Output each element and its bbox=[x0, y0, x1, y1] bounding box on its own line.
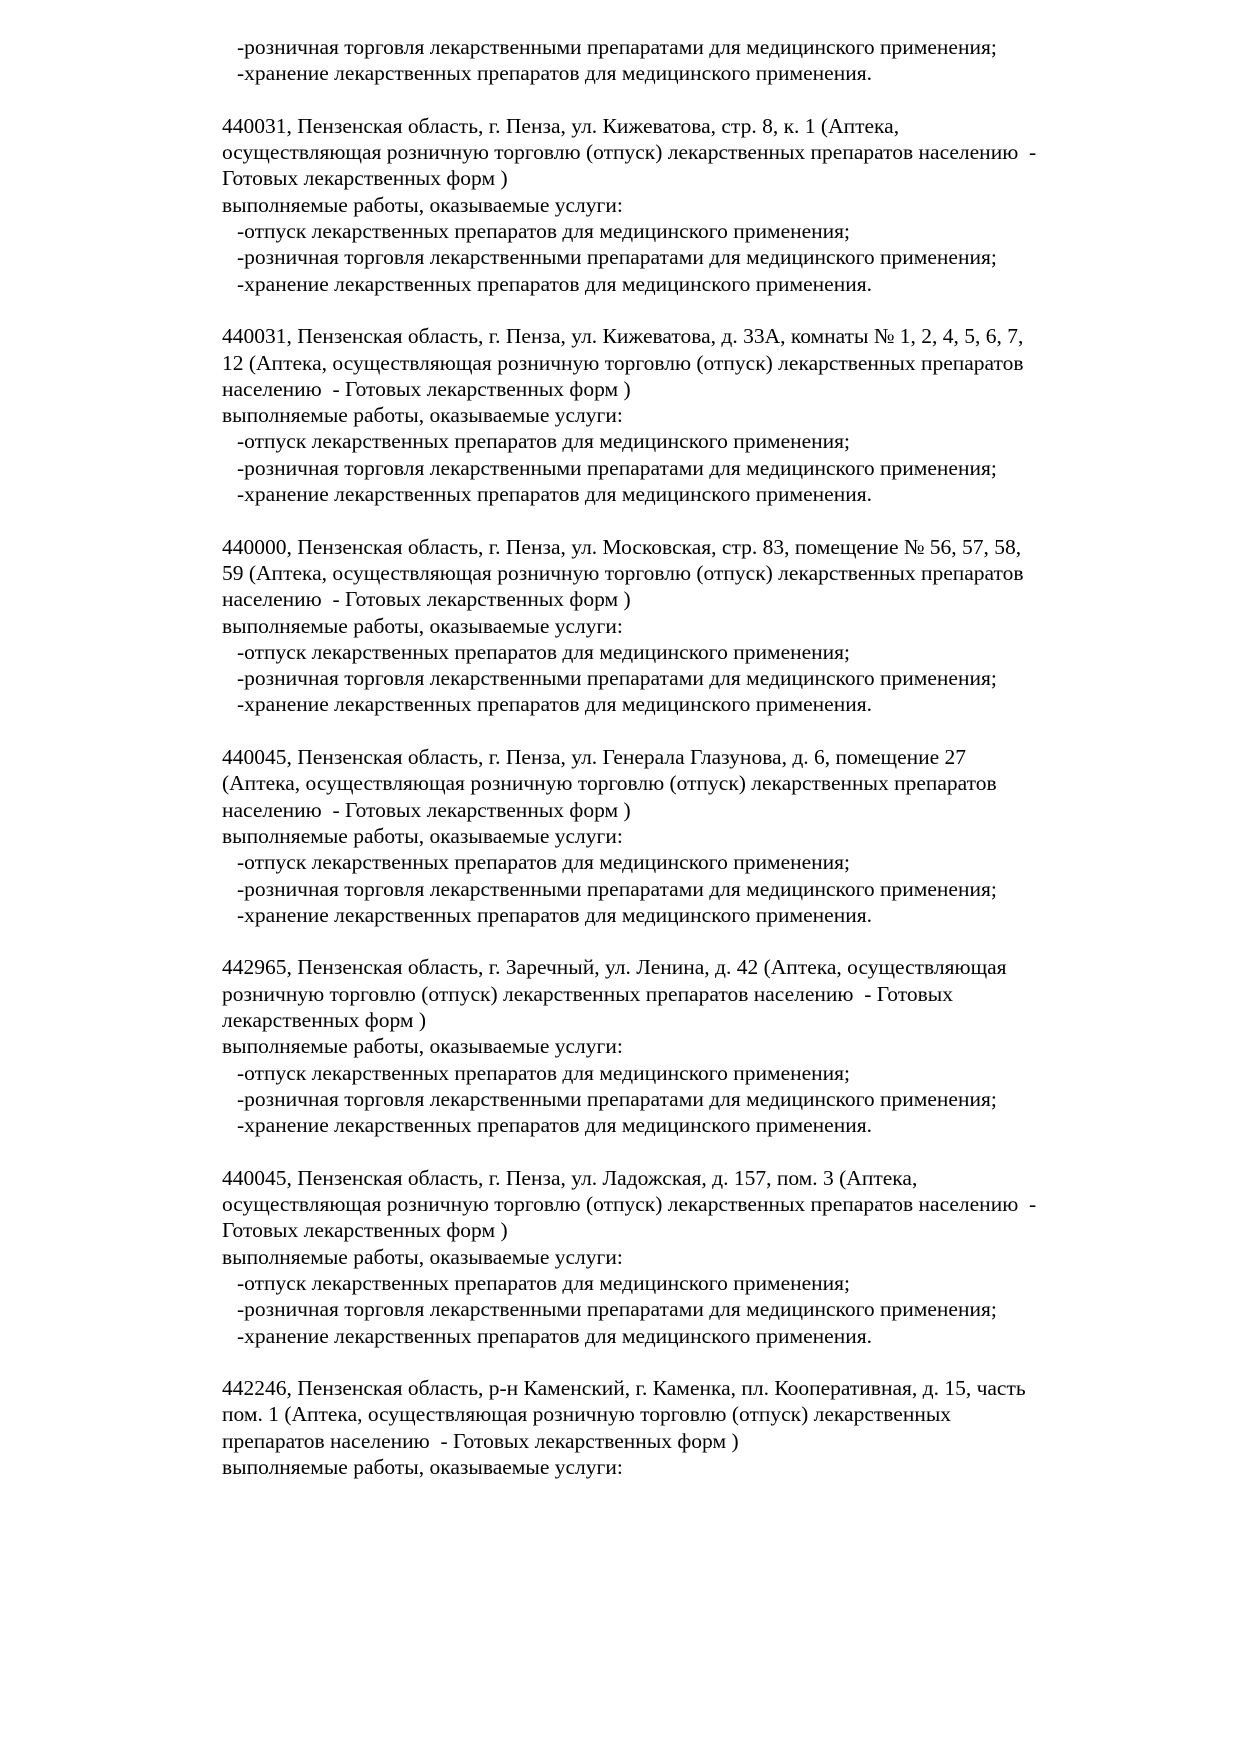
service-item: -хранение лекарственных препаратов для медицинского применения. bbox=[237, 692, 872, 717]
service-item: -хранение лекарственных препаратов для медицинского применения. bbox=[237, 902, 872, 927]
address-line: населению - Готовых лекарственных форм ) bbox=[222, 797, 631, 822]
address-line: 59 (Аптека, осуществляющая розничную торговлю (отпуск) лекарственных препаратов bbox=[222, 560, 1024, 585]
address-line: пом. 1 (Аптека, осуществляющая розничную торговлю (отпуск) лекарственных bbox=[222, 1402, 952, 1427]
address-line: 12 (Аптека, осуществляющая розничную торговлю (отпуск) лекарственных препаратов bbox=[222, 350, 1024, 375]
address-line: осуществляющая розничную торговлю (отпуск) лекарственных препаратов населению - bbox=[222, 140, 1037, 165]
pharmacy-address-block bbox=[222, 954, 1182, 1138]
address-line: розничную торговлю (отпуск) лекарственных препаратов населению - Готовых bbox=[222, 981, 953, 1006]
address-line: 440031, Пензенская область, г. Пенза, ул. Кижеватова, стр. 8, к. 1 (Аптека, bbox=[222, 113, 900, 138]
address-line: 440045, Пензенская область, г. Пенза, ул. Генерала Глазунова, д. 6, помещение 27 bbox=[222, 745, 967, 770]
address-line: лекарственных форм ) bbox=[222, 1007, 427, 1032]
service-item: -отпуск лекарственных препаратов для медицинского применения; bbox=[237, 639, 851, 664]
continued-services bbox=[222, 34, 1182, 87]
pharmacy-address-block bbox=[222, 1375, 1182, 1480]
service-item: -розничная торговля лекарственными препаратами для медицинского применения; bbox=[237, 245, 997, 270]
address-line: 440031, Пензенская область, г. Пенза, ул. Кижеватова, д. 33А, комнаты № 1, 2, 4, 5, 6, 7, bbox=[222, 324, 1024, 349]
address-line: 442965, Пензенская область, г. Заречный, ул. Ленина, д. 42 (Аптека, осуществляющая bbox=[222, 955, 1007, 980]
service-item: -отпуск лекарственных препаратов для медицинского применения; bbox=[237, 219, 851, 244]
pharmacy-address-block bbox=[222, 323, 1182, 507]
address-line: населению - Готовых лекарственных форм ) bbox=[222, 587, 631, 612]
address-line: (Аптека, осуществляющая розничную торговлю (отпуск) лекарственных препаратов bbox=[222, 771, 997, 796]
pharmacy-address-block bbox=[222, 1165, 1182, 1349]
services-label: выполняемые работы, оказываемые услуги: bbox=[222, 613, 623, 638]
service-item: -отпуск лекарственных препаратов для медицинского применения; bbox=[237, 429, 851, 454]
service-item: -розничная торговля лекарственными препаратами для медицинского применения; bbox=[237, 455, 997, 480]
pharmacy-address-block bbox=[222, 113, 1182, 297]
services-label: выполняемые работы, оказываемые услуги: bbox=[222, 823, 623, 848]
service-item: -хранение лекарственных препаратов для медицинского применения. bbox=[237, 271, 872, 296]
service-item: -хранение лекарственных препаратов для медицинского применения. bbox=[237, 1323, 872, 1348]
service-item: -розничная торговля лекарственными препаратами для медицинского применения; bbox=[237, 876, 997, 901]
services-label: выполняемые работы, оказываемые услуги: bbox=[222, 403, 623, 428]
service-item: -розничная торговля лекарственными препаратами для медицинского применения; bbox=[237, 666, 997, 691]
pharmacy-address-block bbox=[222, 744, 1182, 928]
address-line: Готовых лекарственных форм ) bbox=[222, 166, 508, 191]
service-item: -розничная торговля лекарственными препаратами для медицинского применения; bbox=[237, 35, 997, 59]
address-line: населению - Готовых лекарственных форм ) bbox=[222, 376, 631, 401]
services-label: выполняемые работы, оказываемые услуги: bbox=[222, 1244, 623, 1269]
address-line: осуществляющая розничную торговлю (отпуск) лекарственных препаратов населению - bbox=[222, 1192, 1037, 1217]
document-page bbox=[222, 34, 1182, 1480]
service-item: -розничная торговля лекарственными препаратами для медицинского применения; bbox=[237, 1086, 997, 1111]
services-label: выполняемые работы, оказываемые услуги: bbox=[222, 1034, 623, 1059]
service-item: -хранение лекарственных препаратов для медицинского применения. bbox=[237, 1113, 872, 1138]
pharmacy-address-block bbox=[222, 534, 1182, 718]
service-item: -розничная торговля лекарственными препаратами для медицинского применения; bbox=[237, 1297, 997, 1322]
address-line: препаратов населению - Готовых лекарственных форм ) bbox=[222, 1428, 739, 1453]
services-label: выполняемые работы, оказываемые услуги: bbox=[222, 1455, 623, 1480]
service-item: -хранение лекарственных препаратов для медицинского применения. bbox=[237, 482, 872, 507]
services-label: выполняемые работы, оказываемые услуги: bbox=[222, 192, 623, 217]
service-item: -отпуск лекарственных препаратов для медицинского применения; bbox=[237, 850, 851, 875]
service-item: -хранение лекарственных препаратов для медицинского применения. bbox=[237, 61, 872, 86]
address-line: Готовых лекарственных форм ) bbox=[222, 1218, 508, 1243]
address-line: 442246, Пензенская область, р-н Каменский, г. Каменка, пл. Кооперативная, д. 15, часть bbox=[222, 1376, 1026, 1401]
address-line: 440045, Пензенская область, г. Пенза, ул. Ладожская, д. 157, пом. 3 (Аптека, bbox=[222, 1165, 918, 1190]
address-line: 440000, Пензенская область, г. Пенза, ул. Московская, стр. 83, помещение № 56, 57, 58, bbox=[222, 534, 1022, 559]
service-item: -отпуск лекарственных препаратов для медицинского применения; bbox=[237, 1270, 851, 1295]
service-item: -отпуск лекарственных препаратов для медицинского применения; bbox=[237, 1060, 851, 1085]
